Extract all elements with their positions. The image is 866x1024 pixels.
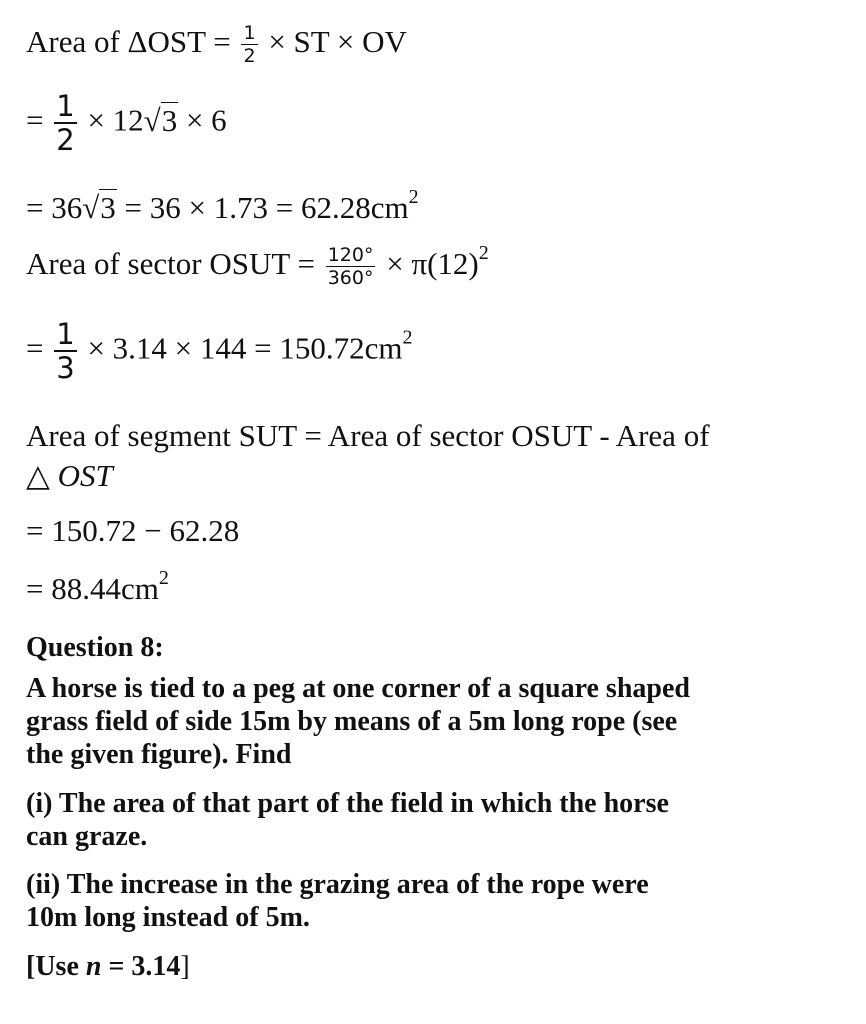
question-heading: Question 8: [26,632,164,663]
square-root-3: √3 [143,102,178,138]
fraction-one-third: $\frac{1}{3}$ [56,317,75,385]
question-part-ii: (ii) The increase in the grazing area of the rope were 10m long instead of 5m. [26,869,649,933]
fraction-one-half: $\frac{1}{2}$ [243,22,256,67]
area-segment-substitution: = 150.72 − 62.28 [26,513,240,548]
area-segment-formula: Area of segment SUT = Area of sector OSUT - Area of [26,418,710,453]
area-triangle-formula: Area of ΔOST = $\frac{1}{2}$ × ST × OV [26,22,407,67]
square-root-3: √3 [82,190,116,225]
area-triangle-substitution: = $\frac{1}{2}$ × 12√3 × 6 [26,89,227,157]
fraction-angle: $\frac{120^\circ}{360^\circ}$ [327,244,374,289]
use-pi-note: [Use n = 3.14] [26,951,190,982]
question-body: A horse is tied to a peg at one corner of a square shaped grass field of side 15m by means of a 5m long rope (see the given figure). Find [26,673,690,770]
area-segment-result: = $88.44cm^2$ [26,567,169,606]
question-part-i: (i) The area of that part of the field in which the horse can graze. [26,788,669,852]
fraction-one-half-large: $\frac{1}{2}$ [56,89,75,157]
area-sector-result: = $\frac{1}{3}$ × $3.14 \times 144 = 150.72cm^2$ [26,317,413,385]
triangle-ost-label: △ OST [26,458,113,493]
area-sector-formula: Area of sector OSUT = $\frac{120^\circ}{360^\circ}$ × $\pi(12)^2$ [26,242,489,289]
area-triangle-result: = $36√3 = 36 \times 1.73 = 62.28cm^2$ [26,186,419,225]
